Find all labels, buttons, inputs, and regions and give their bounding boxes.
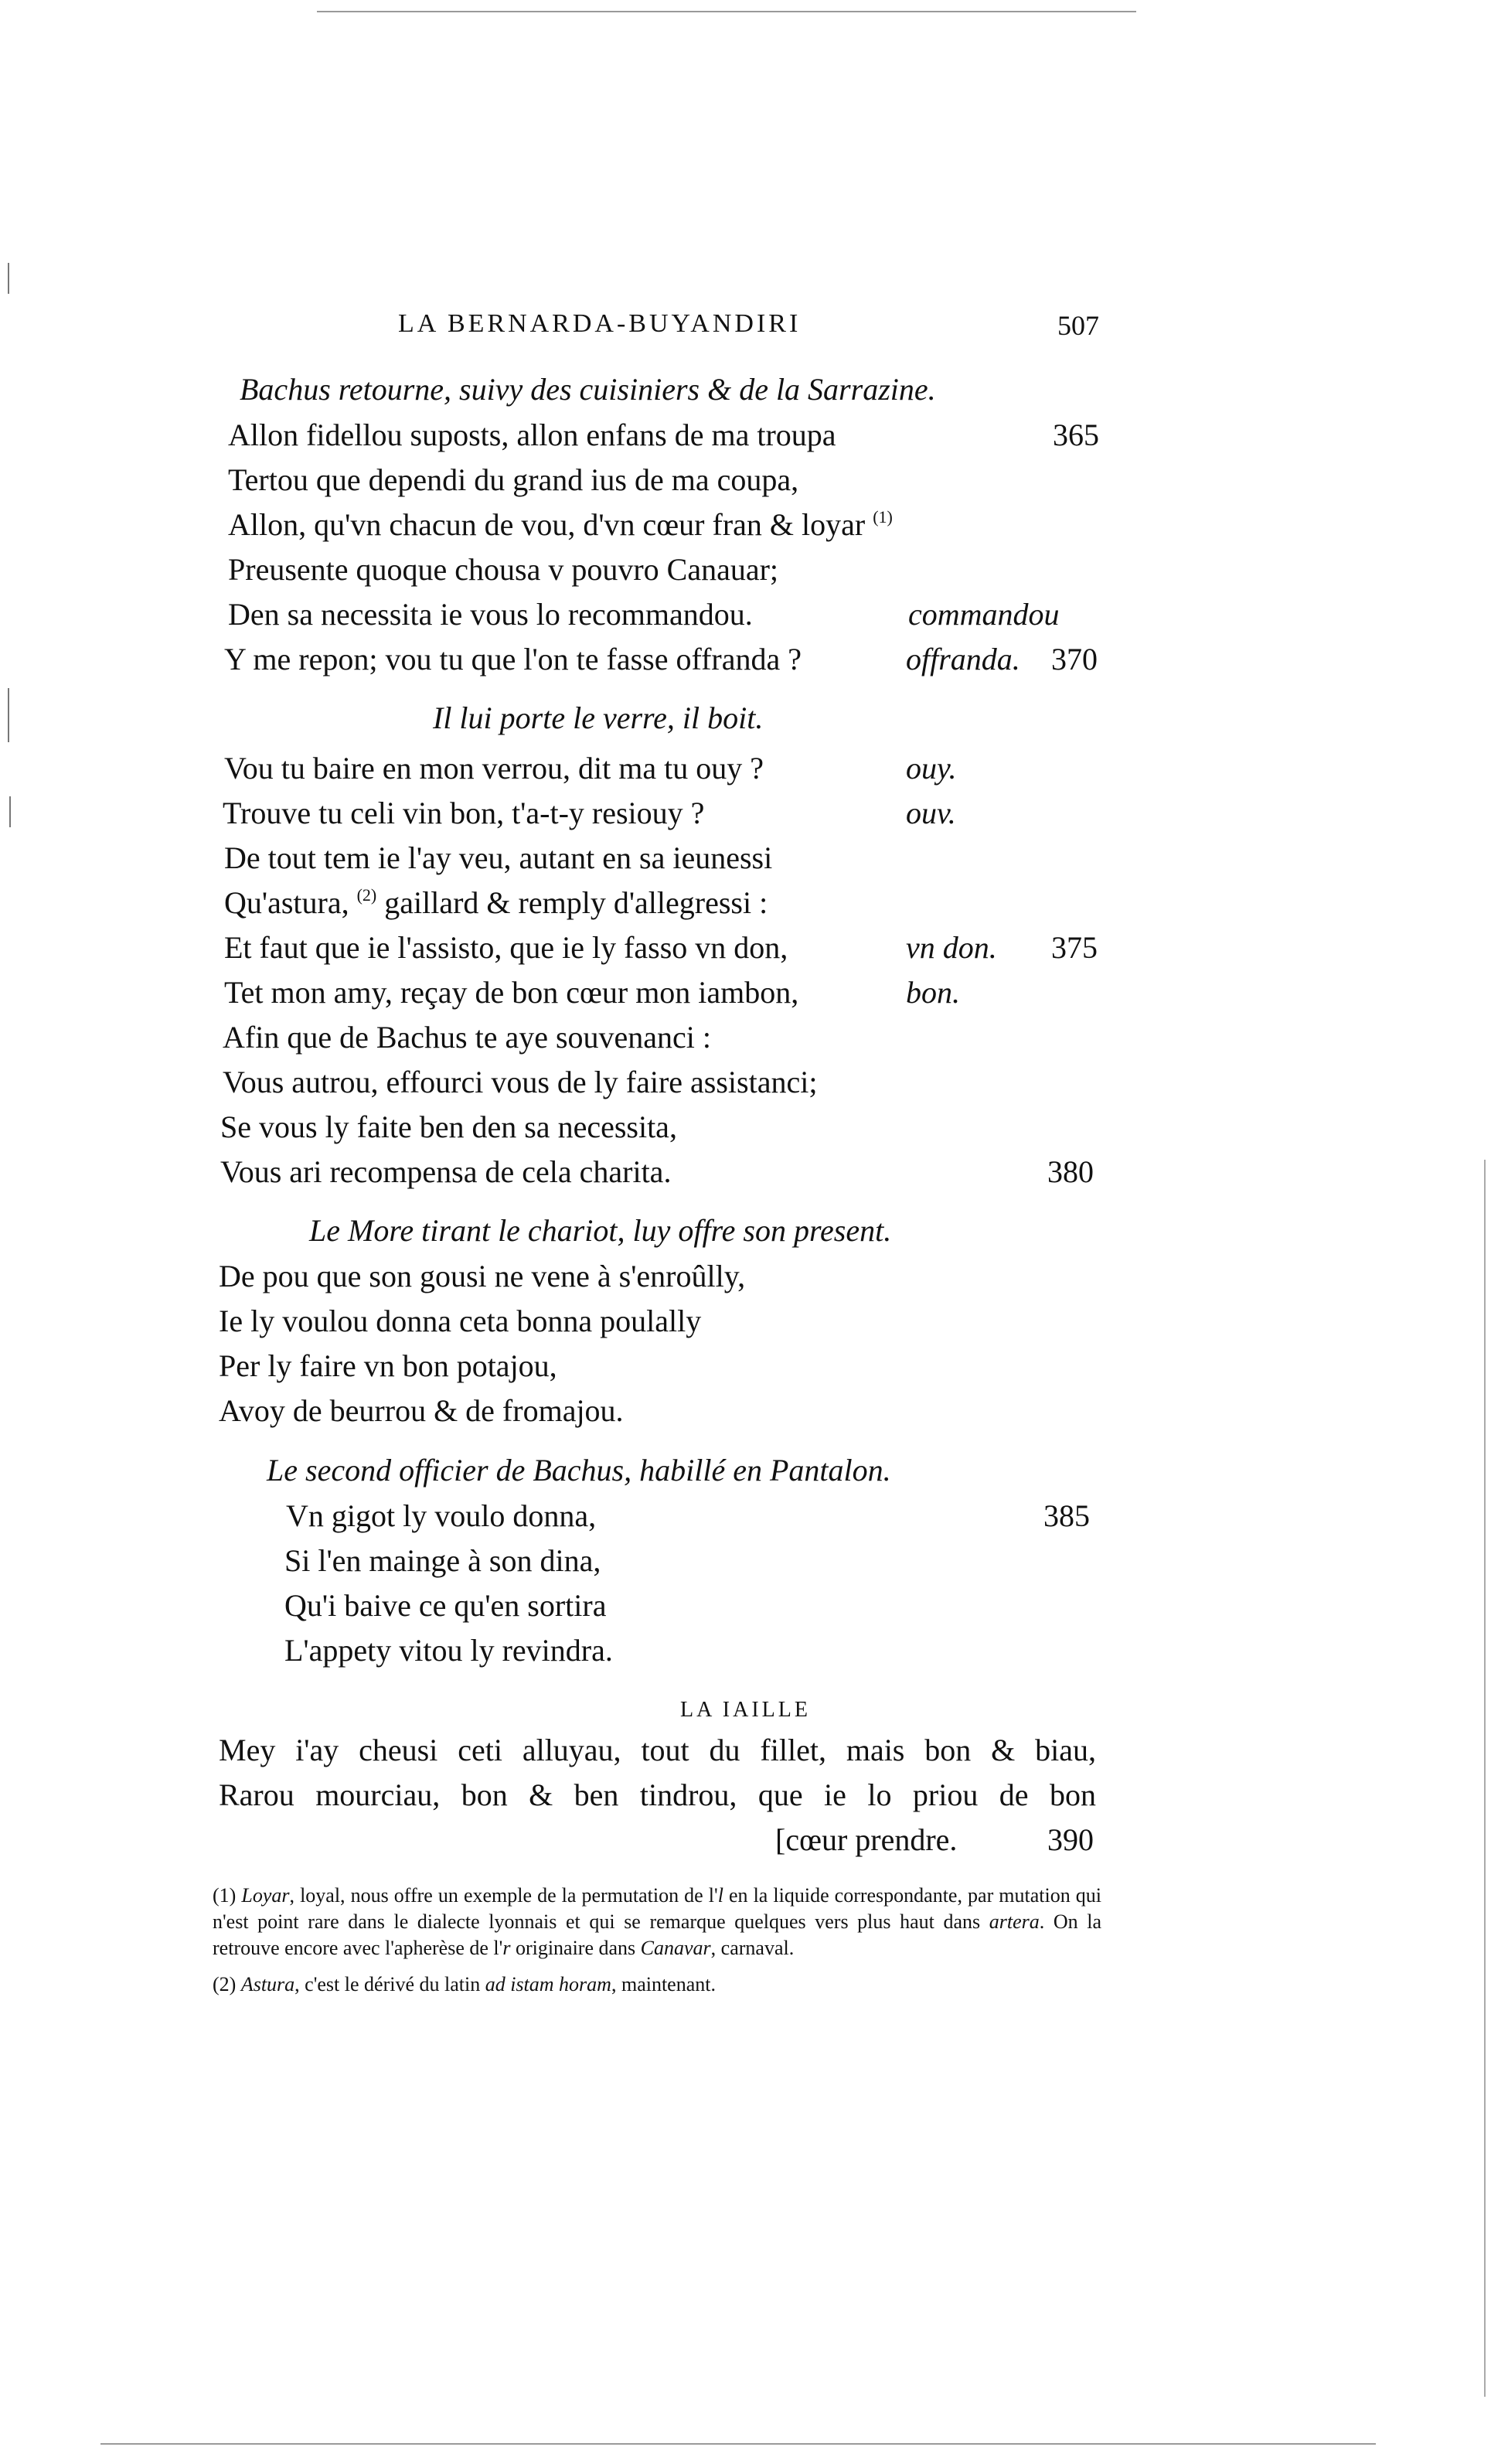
footnote-text: originaire dans [510, 1937, 641, 1959]
stage-direction: Le More tirant le chariot, luy offre son present. [309, 1213, 892, 1248]
verse-line [0, 1154, 1491, 1197]
bottom-scan-edge [100, 2443, 1376, 2445]
footnote-letter: l [717, 1884, 723, 1907]
verse-text: Rarou mourciau, bon & ben tindrou, que ie lo priou de bon [219, 1777, 1096, 1812]
verse-text: Tertou que dependi du grand ius de ma coupa, [228, 462, 799, 497]
verse-line [0, 506, 1491, 550]
verse-text: Y me repon; vou tu que l'on te fasse offranda ? [224, 642, 802, 676]
verse-text: [cœur prendre. [775, 1822, 958, 1857]
footnote-ref: (2) [356, 885, 377, 905]
footnote-ref: (1) [873, 507, 893, 527]
line-number: 380 [1047, 1154, 1094, 1189]
footnote-marker: (1) [213, 1884, 237, 1907]
verse-line [0, 417, 1491, 460]
verse-line [0, 462, 1491, 505]
footnote-latin: ad istam horam [485, 1973, 611, 1995]
verse-text: De pou que son gousi ne vene à s'enroûlly, [219, 1259, 746, 1293]
footnote-word: artera [989, 1910, 1040, 1933]
footnote-1 [213, 1883, 1101, 1961]
verse-text: Afin que de Bachus te aye souvenanci : [223, 1020, 712, 1055]
verse-line [0, 1303, 1491, 1346]
verse-text [228, 506, 893, 543]
verse-line [0, 1392, 1491, 1436]
verse-text: Allon, qu'vn chacun de vou, d'vn cœur fran & loyar [228, 507, 866, 542]
running-title: LA BERNARDA-BUYANDIRI [398, 309, 802, 338]
verse-text: Den sa necessita ie vous lo recommandou. [228, 597, 753, 632]
verse-text: Mey i'ay cheusi ceti alluyau, tout du fillet, mais bon & biau, [219, 1733, 1096, 1767]
line-number: 370 [1051, 642, 1098, 676]
verse-line [0, 974, 1491, 1017]
stage-direction: Il lui porte le verre, il boit. [433, 700, 764, 735]
verse-line [0, 1498, 1491, 1541]
verse-text: Vou tu baire en mon verrou, dit ma tu ouy ? [224, 751, 764, 786]
footnote-text: , carnaval. [710, 1937, 795, 1959]
speaker-name: LA IAILLE [680, 1698, 811, 1722]
verse-line [0, 641, 1491, 684]
stage-direction: Bachus retourne, suivy des cuisiniers & de la Sarrazine. [240, 372, 936, 407]
line-number: 385 [1043, 1498, 1090, 1533]
footnote-word: Canavar [640, 1937, 711, 1959]
variant-reading: vn don. [906, 930, 997, 965]
footnote-text: , loyal, nous offre un exemple de la permutation de l' [289, 1884, 718, 1907]
verse-text: L'appety vitou ly revindra. [284, 1633, 613, 1668]
verse-text: Allon fidellou suposts, allon enfans de ma troupa [228, 417, 836, 452]
verse-line [0, 884, 1491, 928]
verse-text: Vn gigot ly voulo donna, [286, 1498, 597, 1533]
variant-reading: offranda. [906, 642, 1020, 676]
line-number: 365 [1053, 417, 1099, 452]
verse-text: Per ly faire vn bon potajou, [219, 1348, 557, 1383]
line-number: 390 [1047, 1822, 1094, 1857]
verse-text: Qu'i baive ce qu'en sortira [284, 1588, 607, 1623]
footnote-text: . On la retrouve encore avec l'apherèse de l' [213, 1910, 1101, 1959]
verse-line [0, 596, 1491, 639]
verse-text: Vous ari recompensa de cela charita. [220, 1154, 672, 1189]
verse-line [0, 929, 1491, 973]
verse-text: Vous autrou, effourci vous de ly faire assistanci; [223, 1065, 818, 1099]
verse-line [0, 840, 1491, 883]
verse-text: Avoy de beurrou & de fromajou. [219, 1393, 624, 1428]
running-header [0, 309, 1491, 348]
footnote-term: Astura [240, 1973, 295, 1995]
verse-text: Qu'astura, [224, 885, 349, 920]
verse-line [0, 1587, 1491, 1631]
footnote-marker: (2) [213, 1973, 237, 1995]
variant-reading: ouy. [906, 751, 957, 786]
left-scan-mark [8, 263, 9, 294]
verse-text: Preusente quoque chousa v pouvro Canauar; [228, 552, 779, 587]
footnote-2 [213, 1972, 1101, 1998]
stage-direction: Le second officier de Bachus, habillé en Pantalon. [267, 1453, 891, 1488]
verse-line [0, 1732, 1491, 1775]
verse-line [0, 1258, 1491, 1301]
verse-line [0, 795, 1491, 838]
verse-text: Et faut que ie l'assisto, que ie ly fasso vn don, [224, 930, 788, 965]
verse-line [0, 1064, 1491, 1107]
line-number: 375 [1051, 930, 1098, 965]
variant-reading: ouv. [906, 796, 956, 830]
verse-text [224, 884, 768, 921]
verse-text: Tet mon amy, reçay de bon cœur mon iambon, [224, 975, 799, 1010]
verse-text: Ie ly voulou donna ceta bonna poulally [219, 1304, 702, 1338]
top-scan-edge [317, 11, 1136, 12]
verse-line [0, 551, 1491, 595]
verse-line [0, 1777, 1491, 1820]
verse-line [0, 1822, 1491, 1865]
verse-text: gaillard & remply d'allegressi : [384, 885, 768, 920]
verse-line [0, 1019, 1491, 1062]
page-number: 507 [1057, 310, 1099, 341]
verse-line [0, 750, 1491, 793]
footnote-text: en la liquide correspondante, par mutation qui n'est point rare dans le dialecte lyonnais et qui se remarque quelques vers plus haut dans [213, 1884, 1102, 1933]
verse-line [0, 1542, 1491, 1586]
verse-line [0, 1348, 1491, 1391]
verse-line [0, 1109, 1491, 1152]
verse-text: Si l'en mainge à son dina, [284, 1543, 601, 1578]
verse-text: Se vous ly faite ben den sa necessita, [220, 1109, 677, 1144]
variant-reading: bon. [906, 975, 960, 1010]
footnote-text: , maintenant. [611, 1973, 716, 1995]
left-scan-mark [8, 688, 9, 742]
verse-text: De tout tem ie l'ay veu, autant en sa ieunessi [224, 840, 773, 875]
verse-text: Trouve tu celi vin bon, t'a-t-y resiouy ? [223, 796, 705, 830]
footnote-letter: r [502, 1937, 511, 1959]
footnote-text: , c'est le dérivé du latin [294, 1973, 485, 1995]
footnote-term: Loyar [241, 1884, 290, 1907]
variant-reading: commandou [908, 597, 1060, 632]
verse-line [0, 1632, 1491, 1675]
